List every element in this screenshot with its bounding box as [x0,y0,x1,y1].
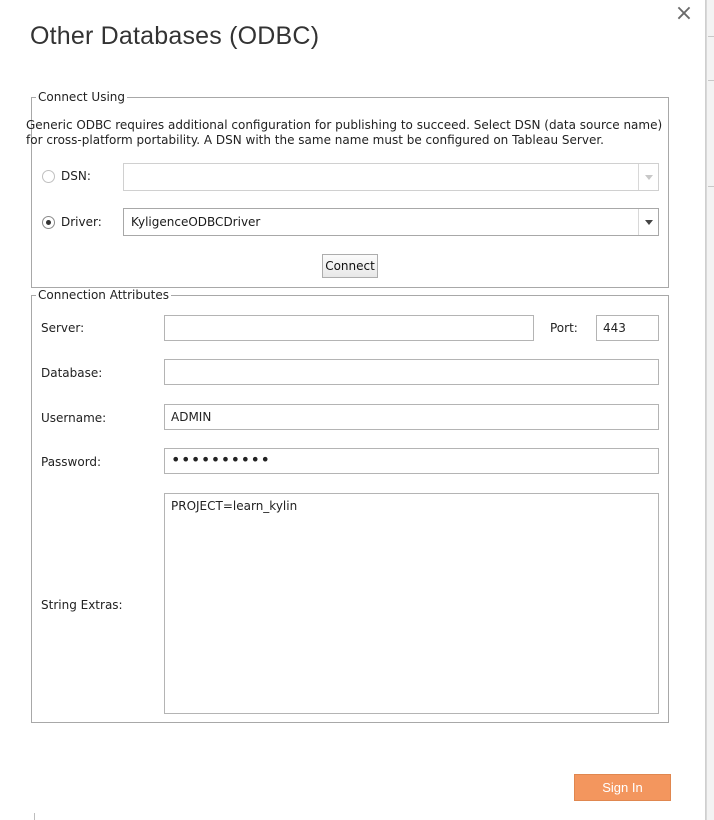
database-input[interactable] [164,359,659,385]
chevron-down-icon[interactable] [638,164,658,190]
password-label: Password: [41,455,102,469]
background-divider [708,36,714,37]
sign-in-button[interactable]: Sign In [574,774,671,801]
connect-button[interactable]: Connect [322,254,378,278]
server-input[interactable] [164,315,534,341]
background-divider [708,186,714,187]
password-input[interactable]: •••••••••• [164,448,659,474]
close-icon[interactable]: × [674,1,694,26]
username-label: Username: [41,411,107,425]
chevron-down-icon[interactable] [638,209,658,235]
database-label: Database: [41,366,103,380]
server-label: Server: [41,321,85,335]
dsn-radio-option[interactable] [42,169,91,183]
port-label: Port: [550,321,578,335]
driver-label: Driver: [61,215,102,229]
string-extras-textarea[interactable]: PROJECT=learn_kylin [164,493,659,714]
driver-select-value: KyligenceODBCDriver [131,215,261,229]
dsn-select[interactable] [123,163,659,191]
background-divider [34,813,35,820]
driver-radio[interactable] [42,216,55,229]
driver-radio-option[interactable] [42,215,102,229]
username-input[interactable]: ADMIN [164,404,659,430]
background-window-edge [706,0,714,820]
connection-attributes-legend: Connection Attributes [38,288,169,302]
dialog-title: Other Databases (ODBC) [30,22,320,50]
dsn-radio[interactable] [42,170,55,183]
connect-using-legend: Connect Using [38,90,126,104]
driver-select[interactable] [123,208,659,236]
string-extras-label: String Extras: [41,598,123,612]
background-divider [708,80,714,81]
dsn-label: DSN: [61,169,91,183]
port-input[interactable]: 443 [596,315,659,341]
odbc-description: Generic ODBC requires additional configuration for publishing to succeed. Select DSN (data source name) for cross-platform portability. A DSN with the same name must be configured on Tableau Server. [26,118,663,147]
